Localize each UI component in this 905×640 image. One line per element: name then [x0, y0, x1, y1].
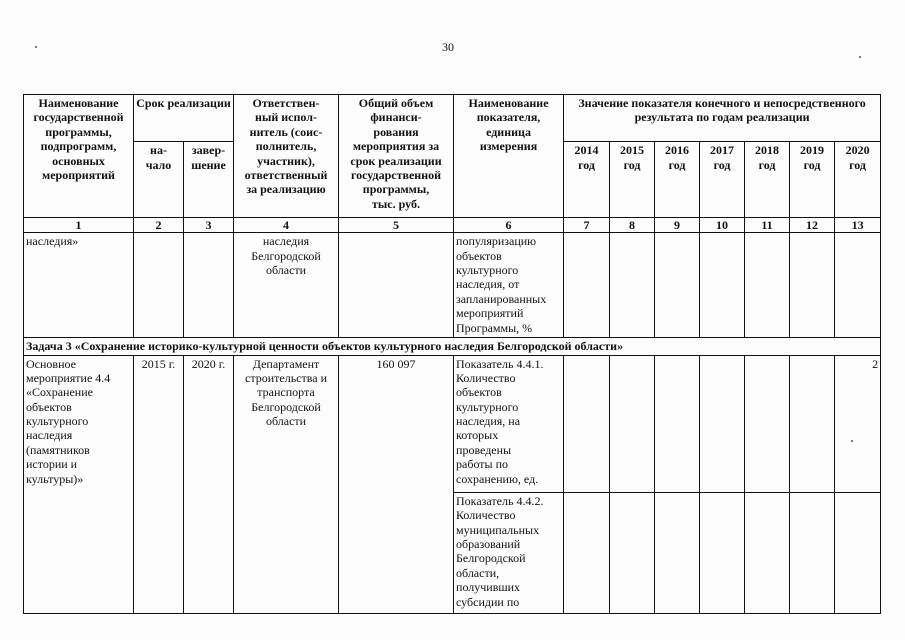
- activity-name: Основное мероприятие 4.4 «Сохранение объектов культурного наследия (памятников истории и культуры)»: [24, 355, 134, 613]
- header-end: завер- шение: [184, 142, 234, 218]
- page-number: 30: [442, 40, 454, 54]
- scan-speck: [35, 46, 37, 48]
- empty-cell: [790, 233, 835, 338]
- continuation-responsible: наследия Белгородской области: [234, 233, 339, 338]
- header-year-2016: 2016 год: [655, 142, 700, 218]
- column-number: 9: [655, 218, 700, 233]
- empty-cell: [564, 355, 610, 492]
- empty-cell: [610, 355, 655, 492]
- column-number: 7: [564, 218, 610, 233]
- column-number: 5: [339, 218, 454, 233]
- empty-cell: [835, 233, 881, 338]
- activity-responsible: Департамент строительства и транспорта Белгородской области: [234, 355, 339, 613]
- empty-cell: [655, 492, 700, 613]
- empty-cell: [564, 492, 610, 613]
- empty-cell: [700, 492, 745, 613]
- empty-cell: [790, 355, 835, 492]
- column-number: 6: [454, 218, 564, 233]
- empty-cell: [339, 233, 454, 338]
- continuation-indicator: популяризацию объектов культурного наследия, от запланированных мероприятий Программы, %: [454, 233, 564, 338]
- header-start: на- чало: [134, 142, 184, 218]
- empty-cell: [610, 492, 655, 613]
- header-year-2015: 2015 год: [610, 142, 655, 218]
- empty-cell: [835, 492, 881, 613]
- header-funding: Общий объем финанси- рования мероприятия за срок реализации государственной программы, тыс. руб.: [339, 95, 454, 218]
- header-year-2018: 2018 год: [745, 142, 790, 218]
- activity-end: 2020 г.: [184, 355, 234, 613]
- header-values: Значение показателя конечного и непосредственного результата по годам реализации: [564, 95, 881, 142]
- empty-cell: [700, 233, 745, 338]
- empty-cell: [564, 233, 610, 338]
- empty-cell: [745, 233, 790, 338]
- column-number: 12: [790, 218, 835, 233]
- activity-start: 2015 г.: [134, 355, 184, 613]
- header-year-2020: 2020 год: [835, 142, 881, 218]
- column-number: 2: [134, 218, 184, 233]
- empty-cell: [655, 233, 700, 338]
- empty-cell: [745, 492, 790, 613]
- header-indicator: Наименование показателя, единица измерения: [454, 95, 564, 218]
- empty-cell: [134, 233, 184, 338]
- column-number: 13: [835, 218, 881, 233]
- empty-cell: [790, 492, 835, 613]
- header-responsible: Ответствен- ный испол- нитель (соис- полнитель, участник), ответственный за реализацию: [234, 95, 339, 218]
- indicator-4-4-2: Показатель 4.4.2. Количество муниципальных образований Белгородской области, получивших субсидии по: [454, 492, 564, 613]
- task-title: Задача 3 «Сохранение историко-культурной ценности объектов культурного наследия Белгородской области»: [24, 337, 881, 355]
- column-number: 1: [24, 218, 134, 233]
- column-number: 11: [745, 218, 790, 233]
- empty-cell: [184, 233, 234, 338]
- header-row-1: [24, 95, 881, 142]
- empty-cell: [610, 233, 655, 338]
- header-year-2017: 2017 год: [700, 142, 745, 218]
- header-term: Срок реализации: [134, 95, 234, 142]
- column-number: 4: [234, 218, 339, 233]
- column-number-row: [24, 218, 881, 233]
- indicator-4-4-1: Показатель 4.4.1. Количество объектов культурного наследия, на которых проведены работы по сохранению, ед.: [454, 355, 564, 492]
- value-2020: 2: [835, 355, 881, 492]
- empty-cell: [700, 355, 745, 492]
- continuation-row: [24, 233, 881, 338]
- column-number: 10: [700, 218, 745, 233]
- column-number: 8: [610, 218, 655, 233]
- header-name: Наименование государственной программы, подпрограмм, основных мероприятий: [24, 95, 134, 218]
- activity-row: [24, 355, 881, 492]
- empty-cell: [655, 355, 700, 492]
- empty-cell: [745, 355, 790, 492]
- header-year-2019: 2019 год: [790, 142, 835, 218]
- continuation-name: наследия»: [24, 233, 134, 338]
- column-number: 3: [184, 218, 234, 233]
- activity-funding: 160 097: [339, 355, 454, 613]
- task-row: [24, 337, 881, 355]
- scan-speck: [859, 56, 861, 58]
- program-table: [23, 94, 881, 614]
- header-year-2014: 2014 год: [564, 142, 610, 218]
